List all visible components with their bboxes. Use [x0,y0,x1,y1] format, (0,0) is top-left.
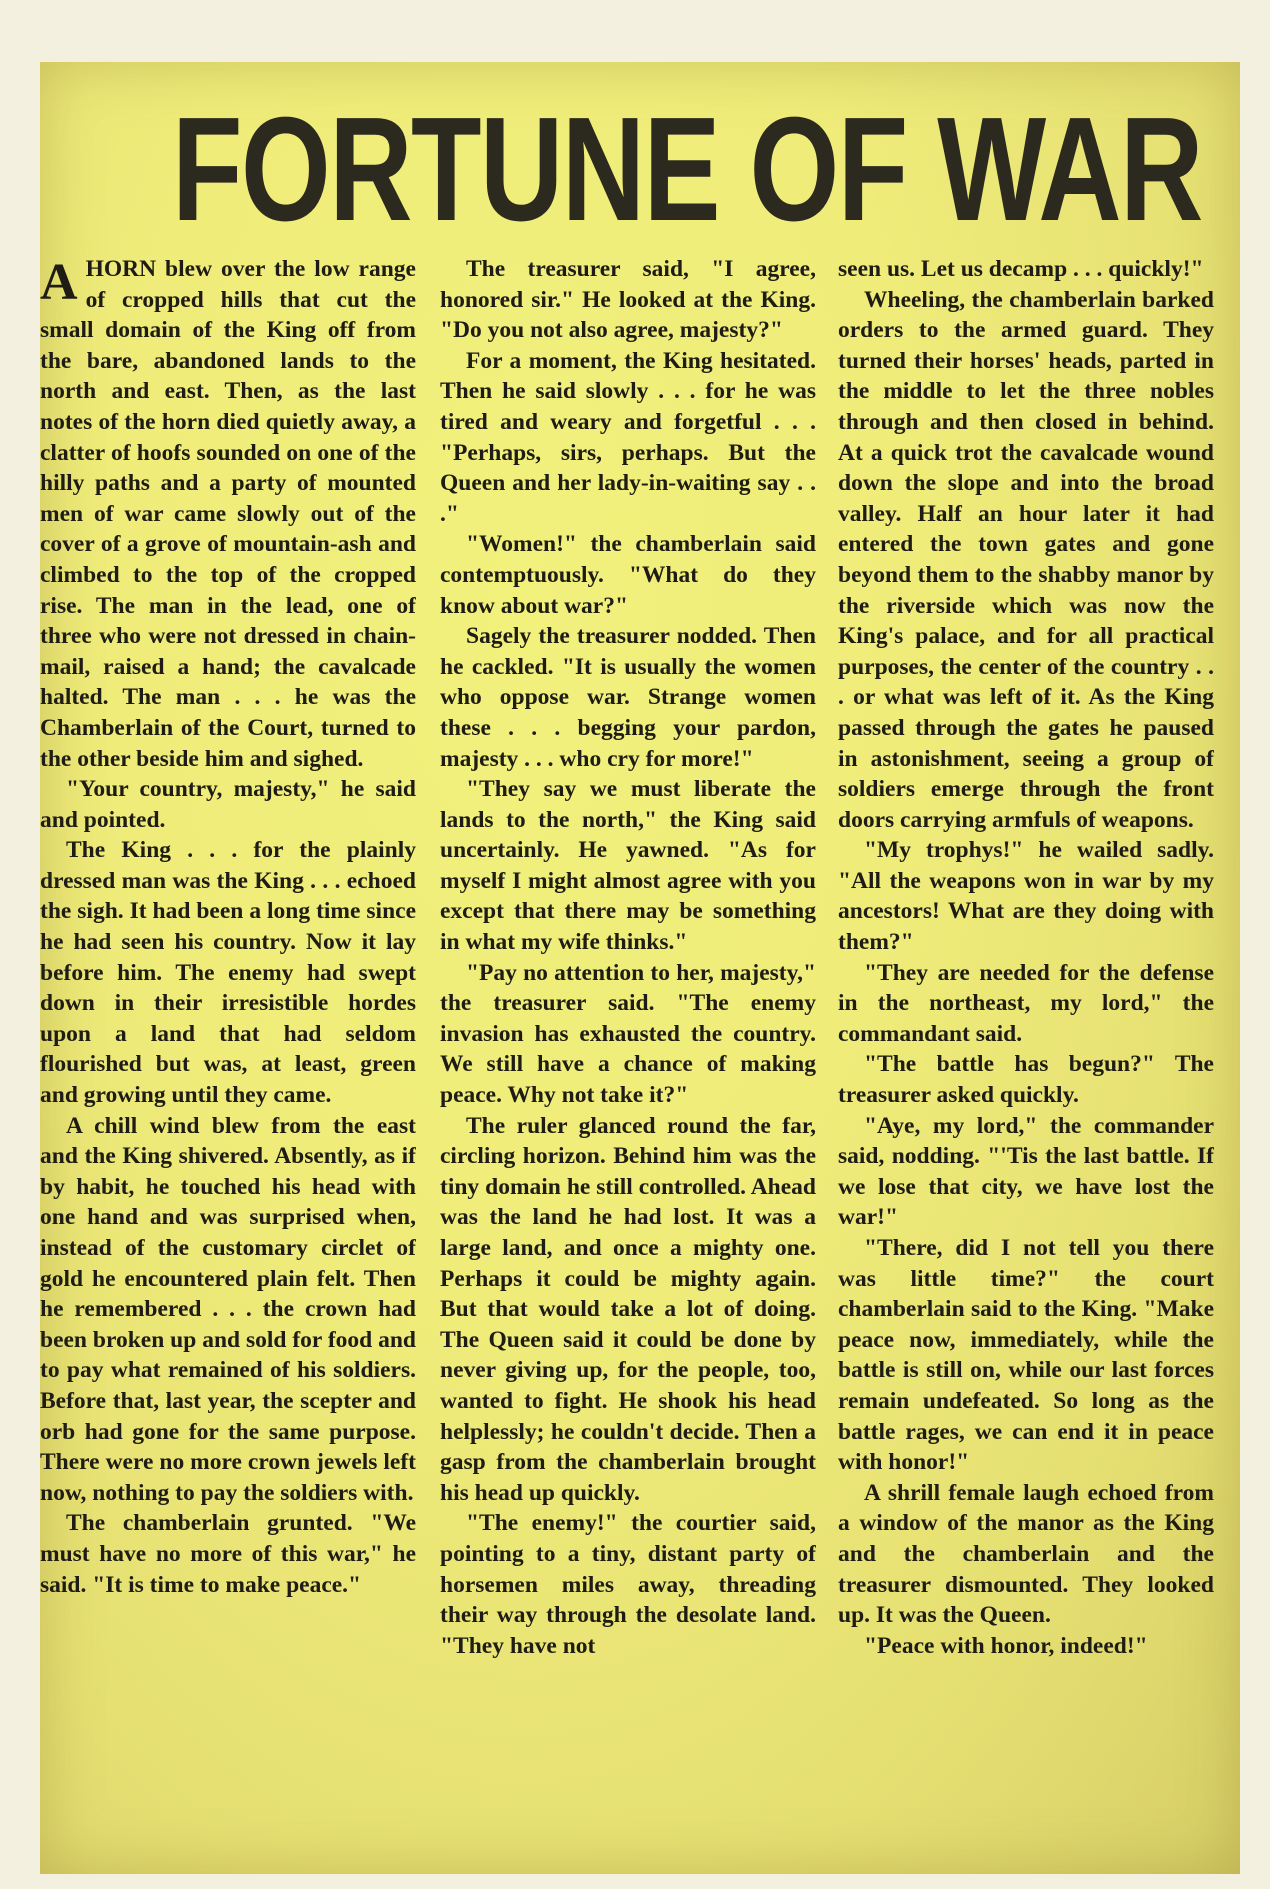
paragraph: "They are needed for the defense in the northeast, my lord," the commandant said. [838,959,1214,1047]
paragraph [40,254,416,774]
paragraph: The King . . . for the plainly dressed man was the King . . . echoed the sigh. It had been a long time since he had seen his country. Now it lay before him. The enemy had swept down in their irresistible hordes upon a land that had seldom flourished but was, at least, green and growing until they came. [40,837,416,1109]
paragraph: The ruler glanced round the far, circling horizon. Behind him was the tiny domain he still controlled. Ahead was the land he had lost. It was a large land, and once a mighty one. Perhaps it could be mighty again. But that would take a lot of doing. The Queen said it could be done by never giving up, for the people, too, wanted to fight. He shook his head helplessly; he couldn't decide. Then a gasp from the chamberlain brought his head up quickly. [440,1112,816,1506]
paragraph: A chill wind blew from the east and the King shivered. Absently, as if by habit, he touched his head with one hand and was surprised when, instead of the customary circlet of gold he encountered plain felt. Then he remembered . . . the crown had been broken up and sold for food and to pay what remained of his soldiers. Before that, last year, the scepter and orb had gone for the same purpose. There were no more crown jewels left now, nothing to pay the soldiers with. [40,1112,416,1506]
paragraph: seen us. Let us decamp . . . quickly!" [838,256,1204,282]
text-column-2 [440,254,816,1864]
paragraph: Sagely the treasurer nodded. Then he cackled. "It is usually the women who oppose war. Strange women these . . . begging your pardon, majesty . . . who cry for more!" [440,623,816,772]
paragraph: "Aye, my lord," the commander said, nodding. "'Tis the last battle. If we lose that city, we have lost the war!" [838,1112,1214,1231]
paragraph: For a moment, the King hesitated. Then he said slowly . . . for he was tired and weary and forgetful . . . "Perhaps, sirs, perhaps. But the Queen and her lady-in-waiting say . . ." [440,347,816,527]
text-column-3 [838,254,1214,1864]
paragraph: A shrill female laugh echoed from a window of the manor as the King and the chamberlain and the treasurer dismounted. They looked up. It was the Queen. [838,1479,1214,1629]
paragraph: "Pay no attention to her, majesty," the treasurer said. "The enemy invasion has exhausted the country. We still have a chance of making peace. Why not take it?" [440,959,816,1109]
paragraph: The chamberlain grunted. "We must have no more of this war," he said. "It is time to make peace." [40,1510,416,1598]
paragraph: "Women!" the chamberlain said contemptuously. "What do they know about war?" [440,531,816,619]
text-column-1 [40,254,416,1864]
paragraph: "Your country, majesty," he said and pointed. [40,776,416,833]
paragraph: "My trophys!" he wailed sadly. "All the weapons won in war by my ancestors! What are they doing with them?" [838,837,1214,956]
paragraph: "There, did I not tell you there was little time?" the court chamberlain said to the King. "Make peace now, immediately, while the battle is still on, while our last forces remain undefeated. So long as the battle rages, we can end it in peace with honor!" [838,1235,1214,1476]
paragraph: The treasurer said, "I agree, honored sir." He looked at the King. "Do you not also agree, majesty?" [440,256,816,344]
paragraph-text: HORN blew over the low range of cropped hills that cut the small domain of the King off from the bare, abandoned lands to the north and east. Then, as the last notes of the horn died quietly away, a clatter of hoofs sounded on one of the hilly paths and a party of mounted men of war came slowly out of the cover of a grove of mountain-ash and climbed to the top of the cropped rise. The man in the lead, one of three who were not dressed in chain-mail, raised a hand; the cavalcade halted. The man . . . he was the Chamberlain of the Court, turned to the other beside him and sighed. [40,256,416,772]
drop-cap: A [40,254,78,311]
paragraph: "The battle has begun?" The treasurer asked quickly. [838,1051,1214,1109]
paragraph: Wheeling, the chamberlain barked orders to the armed guard. They turned their horses' heads, parted in the middle to let the three nobles through and then closed in behind. At a quick trot the cavalcade wound down the slope and into the broad valley. Half an hour later it had entered the town gates and gone beyond them to the shabby manor by the riverside which was now the King's palace, and for all practical purposes, the center of the country . . . or what was left of it. As the King passed through the gates he paused in astonishment, seeing a group of soldiers emerge through the front doors carrying armfuls of weapons. [838,286,1214,833]
story-page [40,62,1240,1874]
story-title: FORTUNE OF WAR [172,87,1202,252]
paragraph: "The enemy!" the courtier said, pointing to a tiny, distant party of horsemen miles away, threading their way through the desolate land. "They have not [440,1510,816,1659]
paragraph: "They say we must liberate the lands to the north," the King said uncertainly. He yawned. "As for myself I might almost agree with you except that there may be something in what my wife thinks." [440,776,816,956]
paragraph: "Peace with honor, indeed!" [864,1632,1148,1659]
